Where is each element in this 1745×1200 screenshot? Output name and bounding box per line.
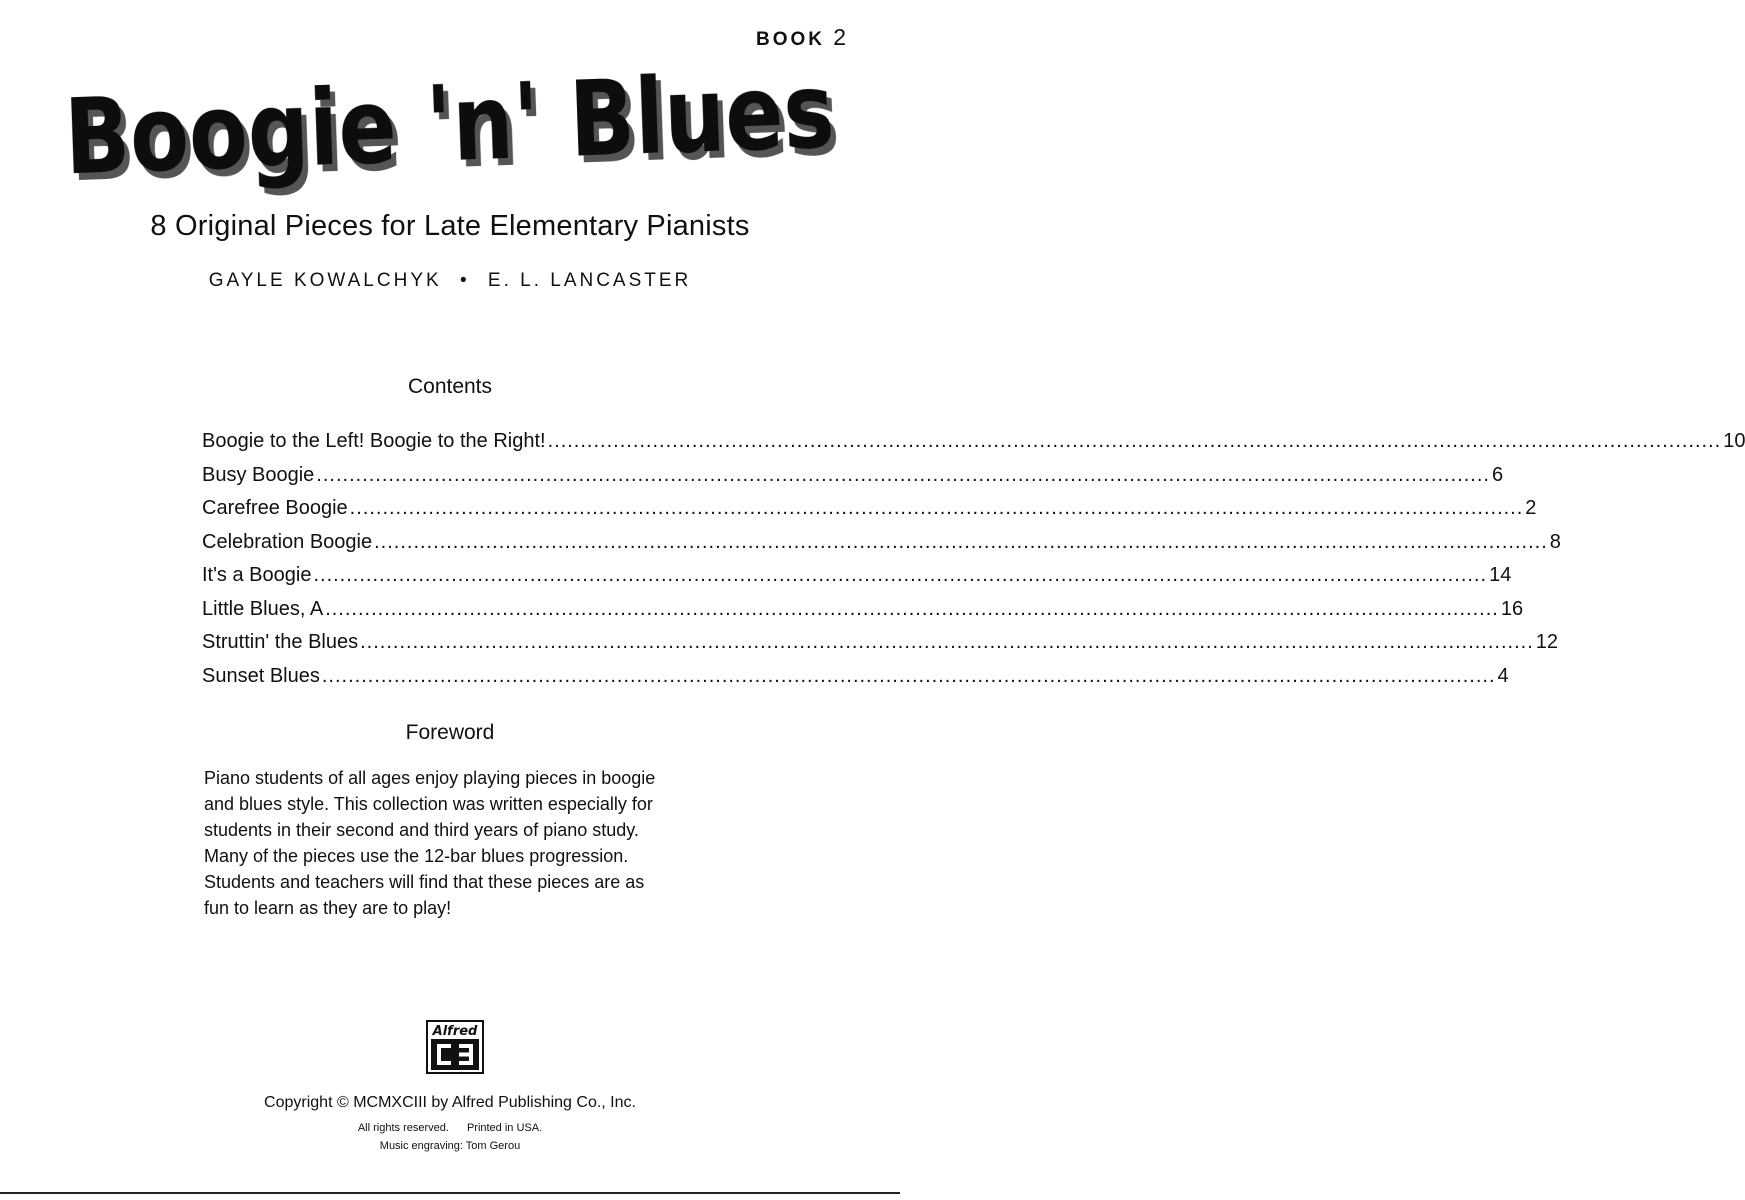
toc-entry-page: 8 — [1549, 530, 1561, 553]
toc-entry-title: Boogie to the Left! Boogie to the Right! — [202, 430, 546, 452]
foreword-line: Students and teachers will find that these pieces are as — [204, 872, 645, 892]
foreword-body — [204, 765, 704, 921]
author-separator: • — [459, 270, 470, 291]
toc-entry-title: Busy Boogie — [202, 463, 315, 486]
toc-entry-title: Struttin' the Blues — [202, 631, 359, 653]
toc-entry-title: Sunset Blues — [202, 664, 320, 687]
toc-entry-page: 6 — [1491, 463, 1504, 486]
book-label-text: BOOK — [756, 29, 825, 50]
toc-entry-page: 2 — [1525, 497, 1537, 519]
rights-text: All rights reserved. — [357, 1122, 449, 1134]
foreword-line: students in their second and third years of piano study. — [204, 820, 639, 840]
toc-leader — [374, 531, 1548, 554]
toc-leader — [325, 598, 1499, 621]
engraving-credit: Music engraving: Tom Gerou — [379, 1140, 521, 1152]
title-text: Boogie 'n' Blues — [62, 43, 1001, 199]
foreword-line: Piano students of all ages enjoy playing pieces in boogie — [204, 768, 656, 788]
book-label — [756, 24, 846, 51]
alfred-logo-text: Alfred — [432, 1024, 478, 1039]
author-1: GAYLE KOWALCHYK — [208, 270, 442, 291]
foreword-heading: Foreword — [405, 721, 495, 744]
toc-entry-title: It's a Boogie — [202, 564, 312, 586]
copyright-notice: Copyright © MCMXCIII by Alfred Publishing Co., Inc. — [264, 1094, 636, 1111]
toc-leader — [316, 464, 1490, 487]
table-of-contents — [202, 430, 1745, 698]
page-edge-divider — [0, 1192, 900, 1194]
publisher-logo — [426, 1020, 484, 1074]
foreword-line: and blues style. This collection was written especially for — [204, 794, 653, 814]
toc-entry-title: Celebration Boogie — [202, 530, 373, 553]
toc-entry — [202, 564, 1512, 598]
toc-leader — [548, 430, 1722, 453]
foreword-line: fun to learn as they are to play! — [204, 898, 452, 918]
toc-leader — [322, 665, 1496, 688]
toc-entry-title: Little Blues, A — [202, 597, 324, 620]
toc-entry — [202, 497, 1537, 531]
toc-entry-page: 4 — [1497, 664, 1509, 687]
toc-entry — [202, 631, 1559, 665]
toc-entry-page: 12 — [1535, 631, 1559, 653]
title-logo-artwork — [40, 43, 1001, 200]
toc-leader — [360, 631, 1534, 654]
contents-heading: Contents — [407, 375, 493, 398]
toc-entry — [202, 430, 1745, 464]
book-number: 2 — [833, 24, 847, 50]
author-2: E. L. LANCASTER — [487, 270, 692, 291]
toc-entry — [202, 463, 1504, 498]
subtitle: 8 Original Pieces for Late Elementary Pianists — [150, 210, 750, 242]
printed-text: Printed in USA. — [466, 1122, 543, 1134]
authors — [0, 270, 900, 292]
title-logo — [40, 43, 1001, 200]
rights-line — [0, 1122, 900, 1134]
toc-entry-page: 10 — [1723, 430, 1745, 452]
alfred-logo-icon — [426, 1020, 484, 1074]
toc-leader — [313, 564, 1487, 587]
toc-leader — [350, 497, 1524, 520]
toc-entry — [202, 597, 1524, 632]
toc-entry-title: Carefree Boogie — [202, 497, 348, 519]
toc-entry — [202, 530, 1561, 565]
foreword-line: Many of the pieces use the 12-bar blues progression. — [204, 846, 629, 866]
toc-entry-page: 16 — [1500, 597, 1524, 620]
toc-entry-page: 14 — [1489, 564, 1512, 586]
toc-entry — [202, 664, 1509, 699]
